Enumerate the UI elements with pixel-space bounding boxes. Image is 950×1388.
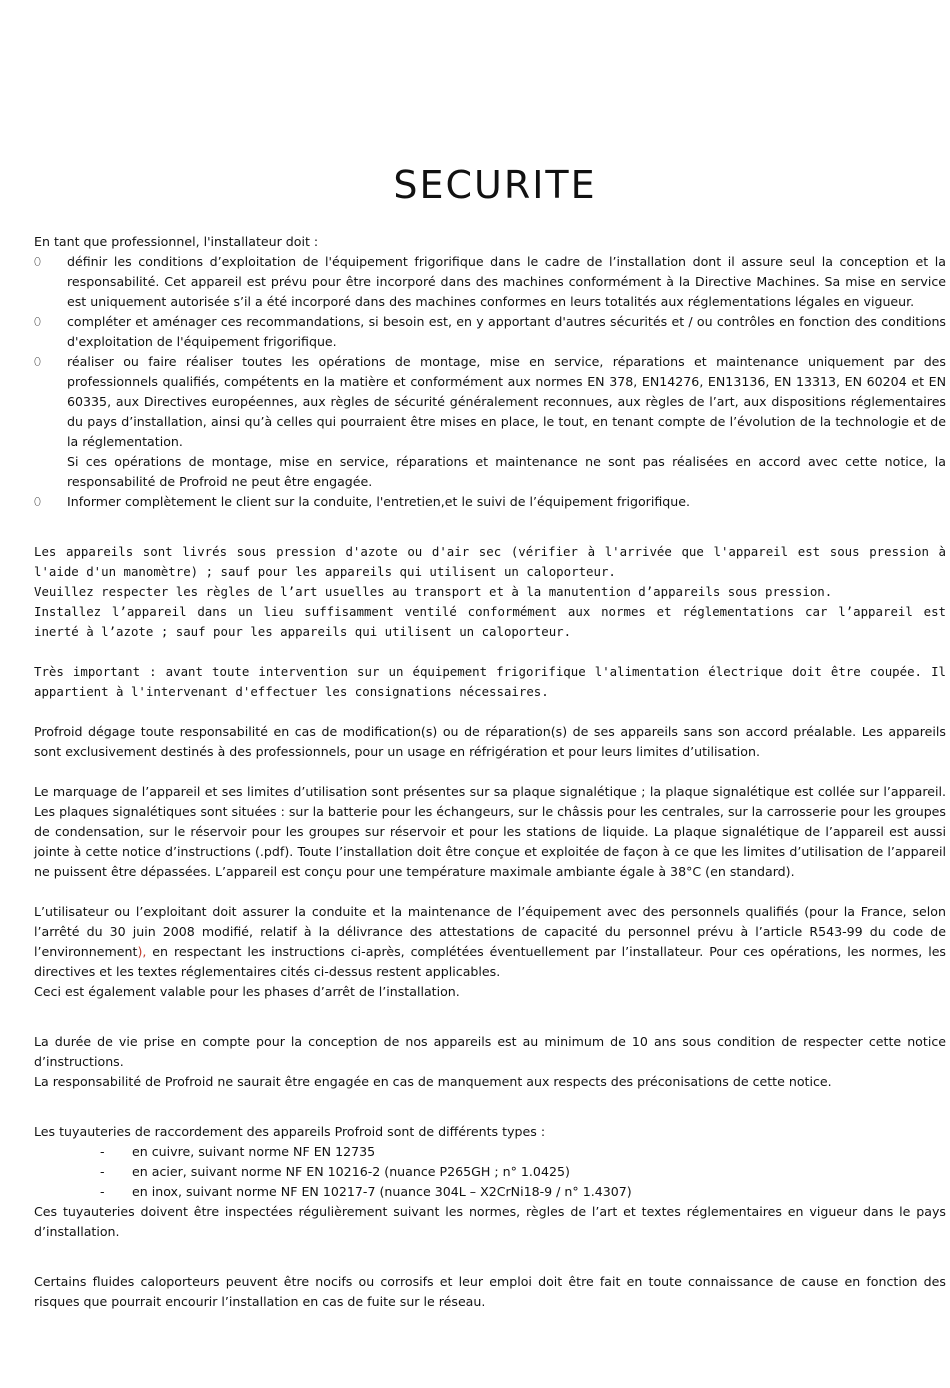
bullet-icon: ⬯ (34, 495, 41, 508)
list-item (34, 492, 946, 512)
intro-text: En tant que professionnel, l'installateur doit : (34, 234, 319, 249)
lifetime-paragraph-2: La responsabilité de Profroid ne saurait être engagée en cas de manquement aux respects des préconisations de cette notice. (34, 1074, 832, 1089)
list-item (100, 1162, 946, 1182)
document-page (34, 160, 946, 1312)
bullet-icon: ⬯ (34, 355, 41, 368)
dash-icon: - (100, 1184, 105, 1199)
disclaimer-paragraph: Profroid dégage toute responsabilité en cas de modification(s) ou de réparation(s) de ses appareils sans son accord préalable. Les appareils sont exclusivement destinés à des professionnels, pour un usage en réfrigération et pour leurs limites d’utilisation. (34, 724, 946, 759)
lifetime-paragraph-1: La durée de vie prise en compte pour la conception de nos appareils est au minimum de 10 ans sous condition de respecter cette notice d’instructions. (34, 1034, 946, 1069)
piping-outro: Ces tuyauteries doivent être inspectées régulièrement suivant les normes, règles de l’art et textes réglementaires en vigueur dans le pays d’installation. (34, 1204, 946, 1239)
installer-duties-list-end (34, 492, 946, 512)
pressure-paragraph-1: Les appareils sont livrés sous pression d'azote ou d'air sec (vérifier à l'arrivée que l'appareil est sous pression à l'aide d'un manomètre) ; sauf pour les appareils qui utilisent un caloporteur. (34, 544, 946, 579)
installer-duties-list (34, 252, 946, 452)
important-notice: Très important : avant toute intervention sur un équipement frigorifique l'alimentation électrique doit être coupée. Il appartient à l'intervenant d'effectuer les consignations nécessaires. (34, 664, 946, 699)
list-item-text: définir les conditions d’exploitation de l'équipement frigorifique dans le cadre de l’installation dont il assure seul la conception et la responsabilité. Cet appareil est prévu pour être incorporé dans des machines conformément à la Directive Machines. Sa mise en service est uniquement autorisée s’il a été incorporé dans des machines conformes en leurs totalités aux réglementations légales en vigueur. (67, 254, 946, 309)
bullet-note: Si ces opérations de montage, mise en service, réparations et maintenance ne sont pas réalisées en accord avec cette notice, la responsabilité de Profroid ne peut être engagée. (67, 454, 946, 489)
pressure-paragraph-2: Veuillez respecter les règles de l’art usuelles au transport et à la manutention d’appareils sous pression. (34, 584, 833, 599)
page-title: SECURITE (393, 163, 597, 207)
list-item-text: compléter et aménager ces recommandations, si besoin est, en y apportant d'autres sécurités et / ou contrôles en fonction des conditions d'exploitation de l'équipement frigorifique. (67, 314, 946, 349)
fluids-paragraph: Certains fluides caloporteurs peuvent être nocifs ou corrosifs et leur emploi doit être fait en toute connaissance de cause en fonction des risques que pourrait encourir l’installation en cas de fuite sur le réseau. (34, 1274, 946, 1309)
list-item (34, 352, 946, 452)
dash-icon: - (100, 1144, 105, 1159)
user-text-1: L’utilisateur ou l’exploitant doit assurer la conduite et la maintenance de l’équipement avec des personnels qualifiés (pour la France, selon l’arrêté du 30 juin 2008 modifié, relatif à la délivrance des attestations de capacité du personnel prévu à l’article R543-99 du code de l’environnement (34, 904, 946, 959)
bullet-icon: ⬯ (34, 315, 41, 328)
list-item (100, 1142, 946, 1162)
marking-paragraph: Le marquage de l’appareil et ses limites d’utilisation sont présentes sur sa plaque signalétique ; la plaque signalétique est collée sur l’appareil. Les plaques signalétiques sont situées : sur la batterie pour les échangeurs, sur le châssis pour les centrales, sur la carrosserie pour les groupes de condensation, sur le réservoir pour les groupes sur réservoir et pour les stations de liquide. La plaque signalétique de l’appareil est aussi jointe à cette notice d’instructions (.pdf). Toute l’installation doit être conçue et exploitée de façon à ce que les limites d’utilisation de l’appareil ne puissent être dépassées. L’appareil est conçu pour une température maximale ambiante égale à 38°C (en standard). (34, 784, 946, 879)
user-text-2: en respectant les instructions ci-après, complétées éventuellement par l’installateur. Pour ces opérations, les normes, les directives et les textes réglementaires cités ci-dessus restent applicables. (34, 944, 946, 979)
pressure-paragraph-3: Installez l’appareil dans un lieu suffisamment ventilé conformément aux normes et réglementations car l’appareil est inerté à l’azote ; sauf pour les appareils qui utilisent un caloporteur. (34, 604, 946, 639)
list-item (100, 1182, 946, 1202)
piping-types-list (34, 1142, 946, 1202)
user-paragraph-2: Ceci est également valable pour les phases d’arrêt de l’installation. (34, 984, 460, 999)
list-item-text: en inox, suivant norme NF EN 10217-7 (nuance 304L – X2CrNi18-9 / n° 1.4307) (132, 1184, 632, 1199)
dash-icon: - (100, 1164, 105, 1179)
list-item-text: en acier, suivant norme NF EN 10216-2 (nuance P265GH ; n° 1.0425) (132, 1164, 570, 1179)
piping-intro: Les tuyauteries de raccordement des appareils Profroid sont de différents types : (34, 1124, 546, 1139)
list-item (34, 252, 946, 312)
list-item-text: réaliser ou faire réaliser toutes les opérations de montage, mise en service, réparations et maintenance uniquement par des professionnels qualifiés, compétents en la matière et conformément aux normes EN 378, EN14276, EN13136, EN 13313, EN 60204 et EN 60335, aux Directives européennes, aux règles de sécurité généralement reconnues, aux règles de l’art, aux dispositions réglementaires du pays d’installation, ainsi qu’à celles qui pourraient être mises en place, le tout, en tenant compte de l’évolution de la technologie et de la réglementation. (67, 354, 946, 449)
list-item-text: en cuivre, suivant norme NF EN 12735 (132, 1144, 376, 1159)
user-paragraph (34, 902, 946, 982)
user-text-red: ), (137, 944, 147, 959)
bullet-icon: ⬯ (34, 255, 41, 268)
list-item (34, 312, 946, 352)
list-item-text: Informer complètement le client sur la conduite, l'entretien,et le suivi de l’équipement frigorifique. (67, 494, 690, 509)
